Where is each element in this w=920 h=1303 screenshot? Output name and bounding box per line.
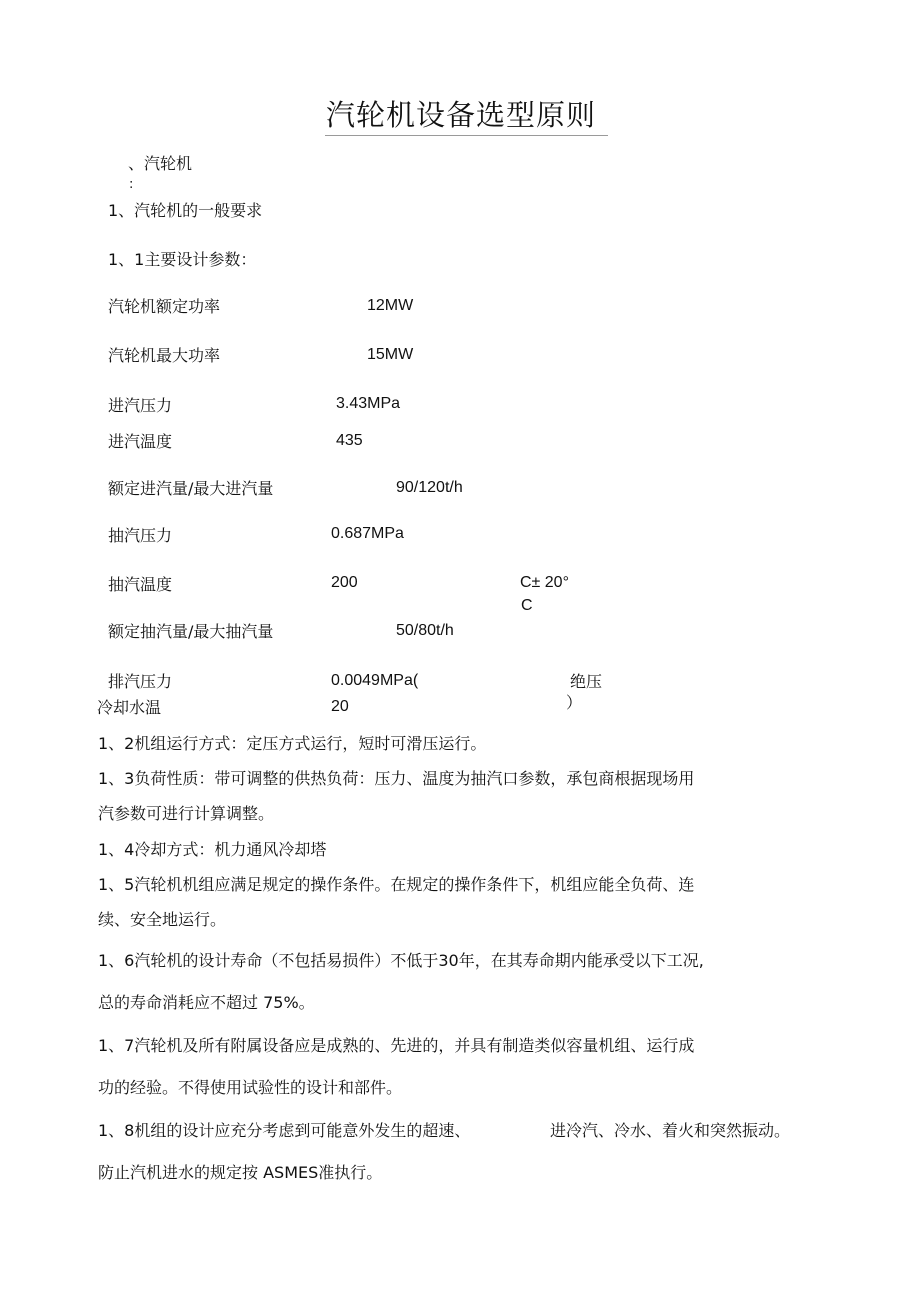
param-value: 3.43MPa (336, 395, 401, 412)
param-value: 50/80t/h (396, 622, 454, 639)
param-label: 额定抽汽量/最大抽汽量 (108, 622, 274, 641)
paragraph: 功的经验。不得使用试验性的设计和部件。 (98, 1078, 403, 1097)
param-value: 200 (331, 574, 358, 591)
paragraph: 汽参数可进行计算调整。 (98, 804, 275, 823)
paragraph: 1、7汽轮机及所有附属设备应是成熟的、先进的，并具有制造类似容量机组、运行成 (98, 1036, 695, 1055)
paragraph: 1、6汽轮机的设计寿命（不包括易损件）不低于30年，在其寿命期内能承受以下工况, (98, 951, 704, 970)
paragraph: 续、安全地运行。 (98, 910, 227, 929)
param-value: 20 (331, 698, 349, 715)
paragraph: 1、4冷却方式：机力通风冷却塔 (98, 840, 327, 859)
param-value: 0.0049MPa( (331, 672, 419, 689)
paragraph: 进冷汽、冷水、着火和突然振动。 (550, 1121, 791, 1140)
paragraph: 防止汽机进水的规定按 ASMES准执行。 (98, 1163, 383, 1182)
paragraph: 1、3负荷性质：带可调整的供热负荷：压力、温度为抽汽口参数，承包商根据现场用 (98, 769, 695, 788)
heading-1: 1、汽轮机的一般要求 (108, 201, 263, 220)
param-value: 0.687MPa (331, 525, 404, 542)
param-unit: C (521, 597, 533, 614)
param-value: 15MW (367, 346, 414, 363)
param-label: 排汽压力 (108, 672, 173, 691)
title-underline (325, 135, 608, 136)
param-label: 汽轮机额定功率 (108, 297, 221, 316)
param-value: 435 (336, 432, 363, 449)
paragraph: 1、5汽轮机机组应满足规定的操作条件。在规定的操作条件下，机组应能全负荷、连 (98, 875, 695, 894)
section-heading: 、汽轮机 (128, 154, 193, 173)
param-label: 汽轮机最大功率 (108, 346, 221, 365)
param-label: 额定进汽量/最大进汽量 (108, 479, 274, 498)
param-label: 进汽温度 (108, 432, 173, 451)
param-note: 绝压 (570, 672, 603, 691)
param-label: 冷却水温 (97, 698, 162, 717)
param-label: 抽汽温度 (108, 575, 173, 594)
param-value: 12MW (367, 297, 414, 314)
paragraph: 总的寿命消耗应不超过 75%。 (98, 993, 315, 1012)
param-tolerance: C± 20° (520, 574, 569, 591)
paragraph: 1、8机组的设计应充分考虑到可能意外发生的超速、 (98, 1121, 471, 1140)
paragraph: 1、2机组运行方式：定压方式运行，短时可滑压运行。 (98, 734, 487, 753)
param-value: 90/120t/h (396, 479, 463, 496)
heading-1-1: 1、1主要设计参数： (108, 250, 257, 269)
section-colon: : (129, 177, 134, 192)
param-note-close: ） (566, 693, 583, 712)
param-label: 抽汽压力 (108, 526, 173, 545)
page-title: 汽轮机设备选型原则 (326, 98, 597, 132)
param-label: 进汽压力 (108, 396, 173, 415)
